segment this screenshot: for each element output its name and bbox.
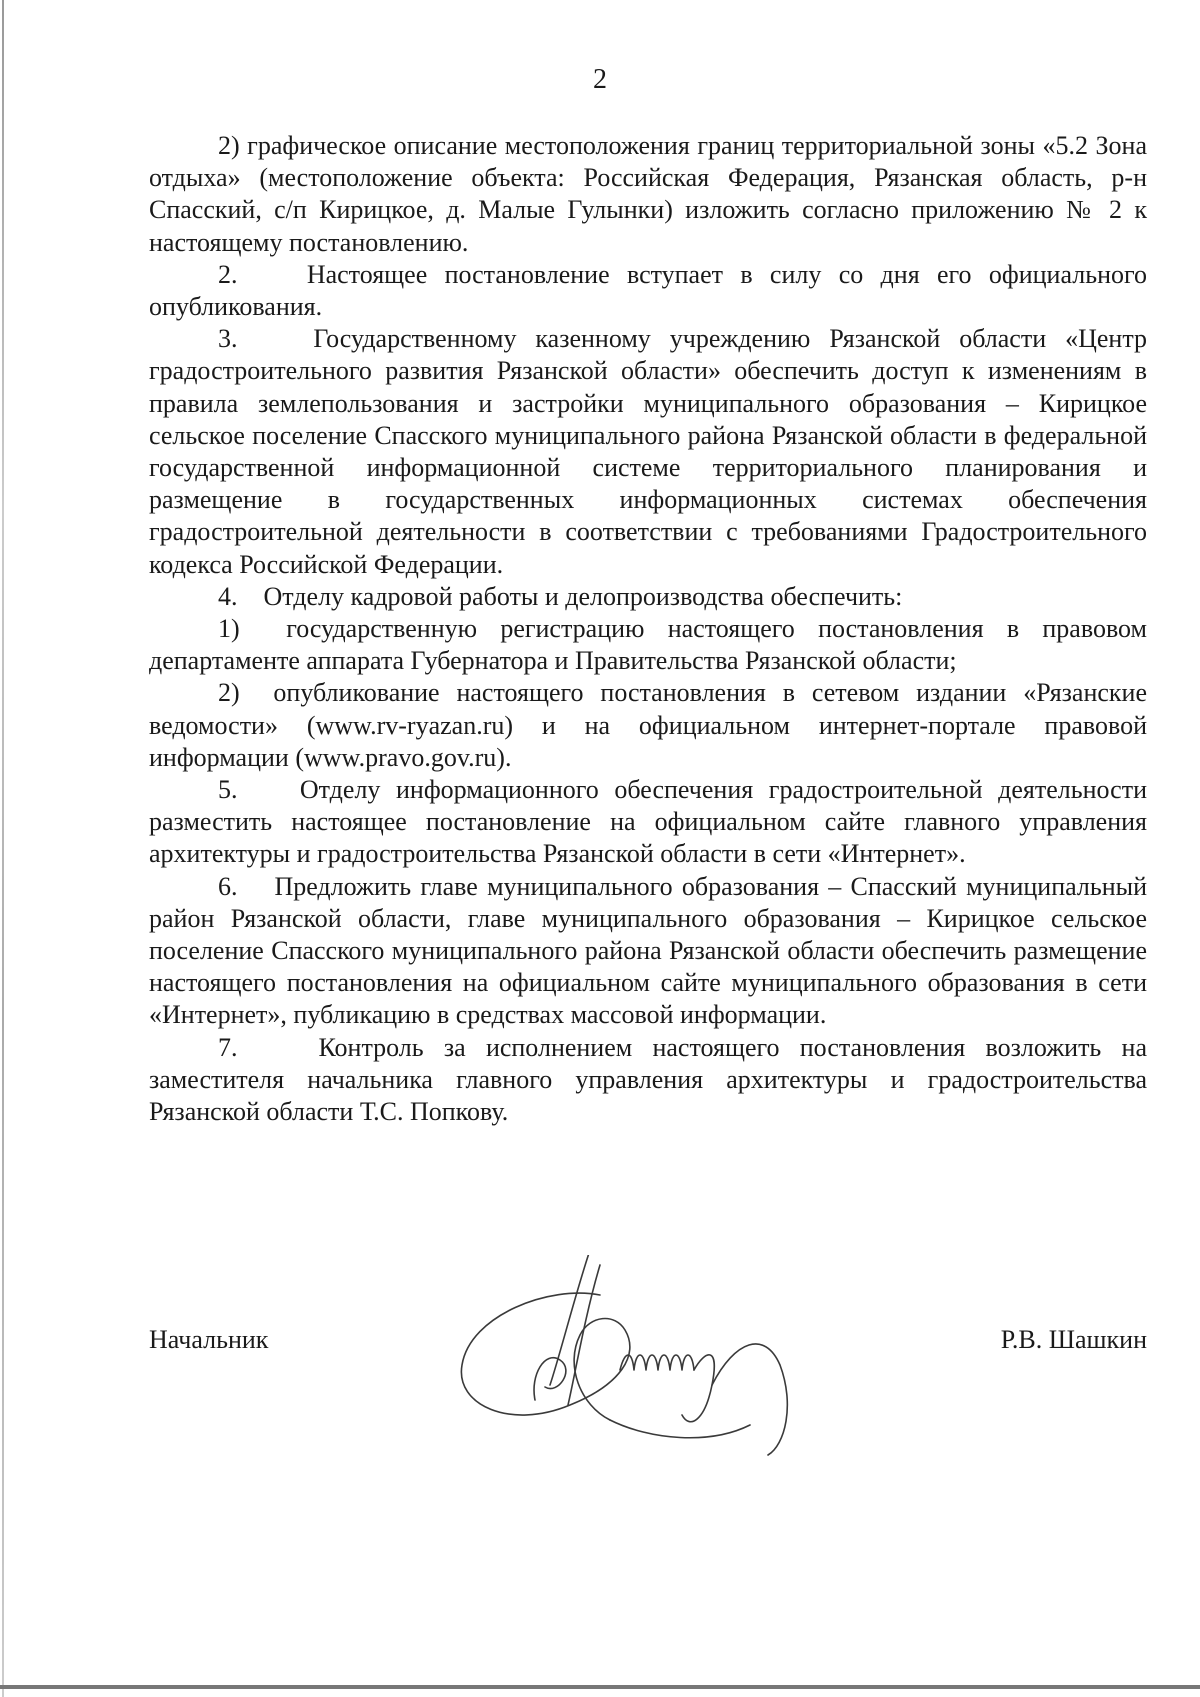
document-body: [149, 130, 1147, 1128]
paragraph-item-2-graphic-description: 2) графическое описание местоположения границ территориальной зоны «5.2 Зона отдыха» (местоположение объекта: Российская Федерация, Рязанская область, р-н Спасский, с/п Кирицкое, д. Малые Гулынки) изложить согласно приложению № 2 к настоящему постановлению.: [149, 131, 1147, 257]
paragraph-5-information-department: 5. Отделу информационного обеспечения градостроительной деятельности разместить настоящее постановление на официальном сайте главного управления архитектуры и градостроительства Рязанской области в сети «Интернет».: [149, 775, 1147, 869]
paragraph-6-municipal-heads: 6. Предложить главе муниципального образования – Спасский муниципальный район Рязанской области, главе муниципального образования – Кирицкое сельское поселение Спасского муниципального района Рязанской области обеспечить размещение настоящего постановления на официальном сайте муниципального образования в сети «Интернет», публикацию в средствах массовой информации.: [149, 871, 1147, 1030]
paragraph-3-access-provision: 3. Государственному казенному учреждению Рязанской области «Центр градостроительного развития Рязанской области» обеспечить доступ к изменениям в правила землепользования и застройки муниципального образования – Кирицкое сельское поселение Спасского муниципального района Рязанской области в федеральной государственной информационной системе территориального планирования и размещение в государственных информационных системах обеспечения градостроительной деятельности в соответствии с требованиями Градостроительного кодекса Российской Федерации.: [149, 324, 1147, 579]
paragraph-4-1-registration: 1) государственную регистрацию настоящего постановления в правовом департаменте аппарата Губернатора и Правительства Рязанской области;: [149, 614, 1147, 676]
page-number: 2: [593, 64, 607, 95]
paragraph-2-effective-date: 2. Настоящее постановление вступает в силу со дня его официального опубликования.: [149, 259, 1147, 322]
paragraph-7-control: 7. Контроль за исполнением настоящего постановления возложить на заместителя начальника главного управления архитектуры и градостроительства Рязанской области Т.С. Попкову.: [149, 1032, 1147, 1127]
handwritten-signature: [450, 1255, 830, 1475]
signatory-position: Начальник: [149, 1325, 269, 1354]
scan-left-edge: [2, 0, 4, 1697]
scan-bottom-edge: [0, 1685, 1200, 1689]
paragraph-4-personnel-department: 4. Отделу кадровой работы и делопроизводства обеспечить:: [218, 581, 903, 611]
signatory-name: Р.В. Шашкин: [1000, 1325, 1147, 1354]
paragraph-4-2-publication: 2) опубликование настоящего постановления в сетевом издании «Рязанские ведомости» (www.rv-ryazan.ru) и на официальном интернет-портале правовой информации (www.pravo.gov.ru).: [149, 678, 1147, 772]
